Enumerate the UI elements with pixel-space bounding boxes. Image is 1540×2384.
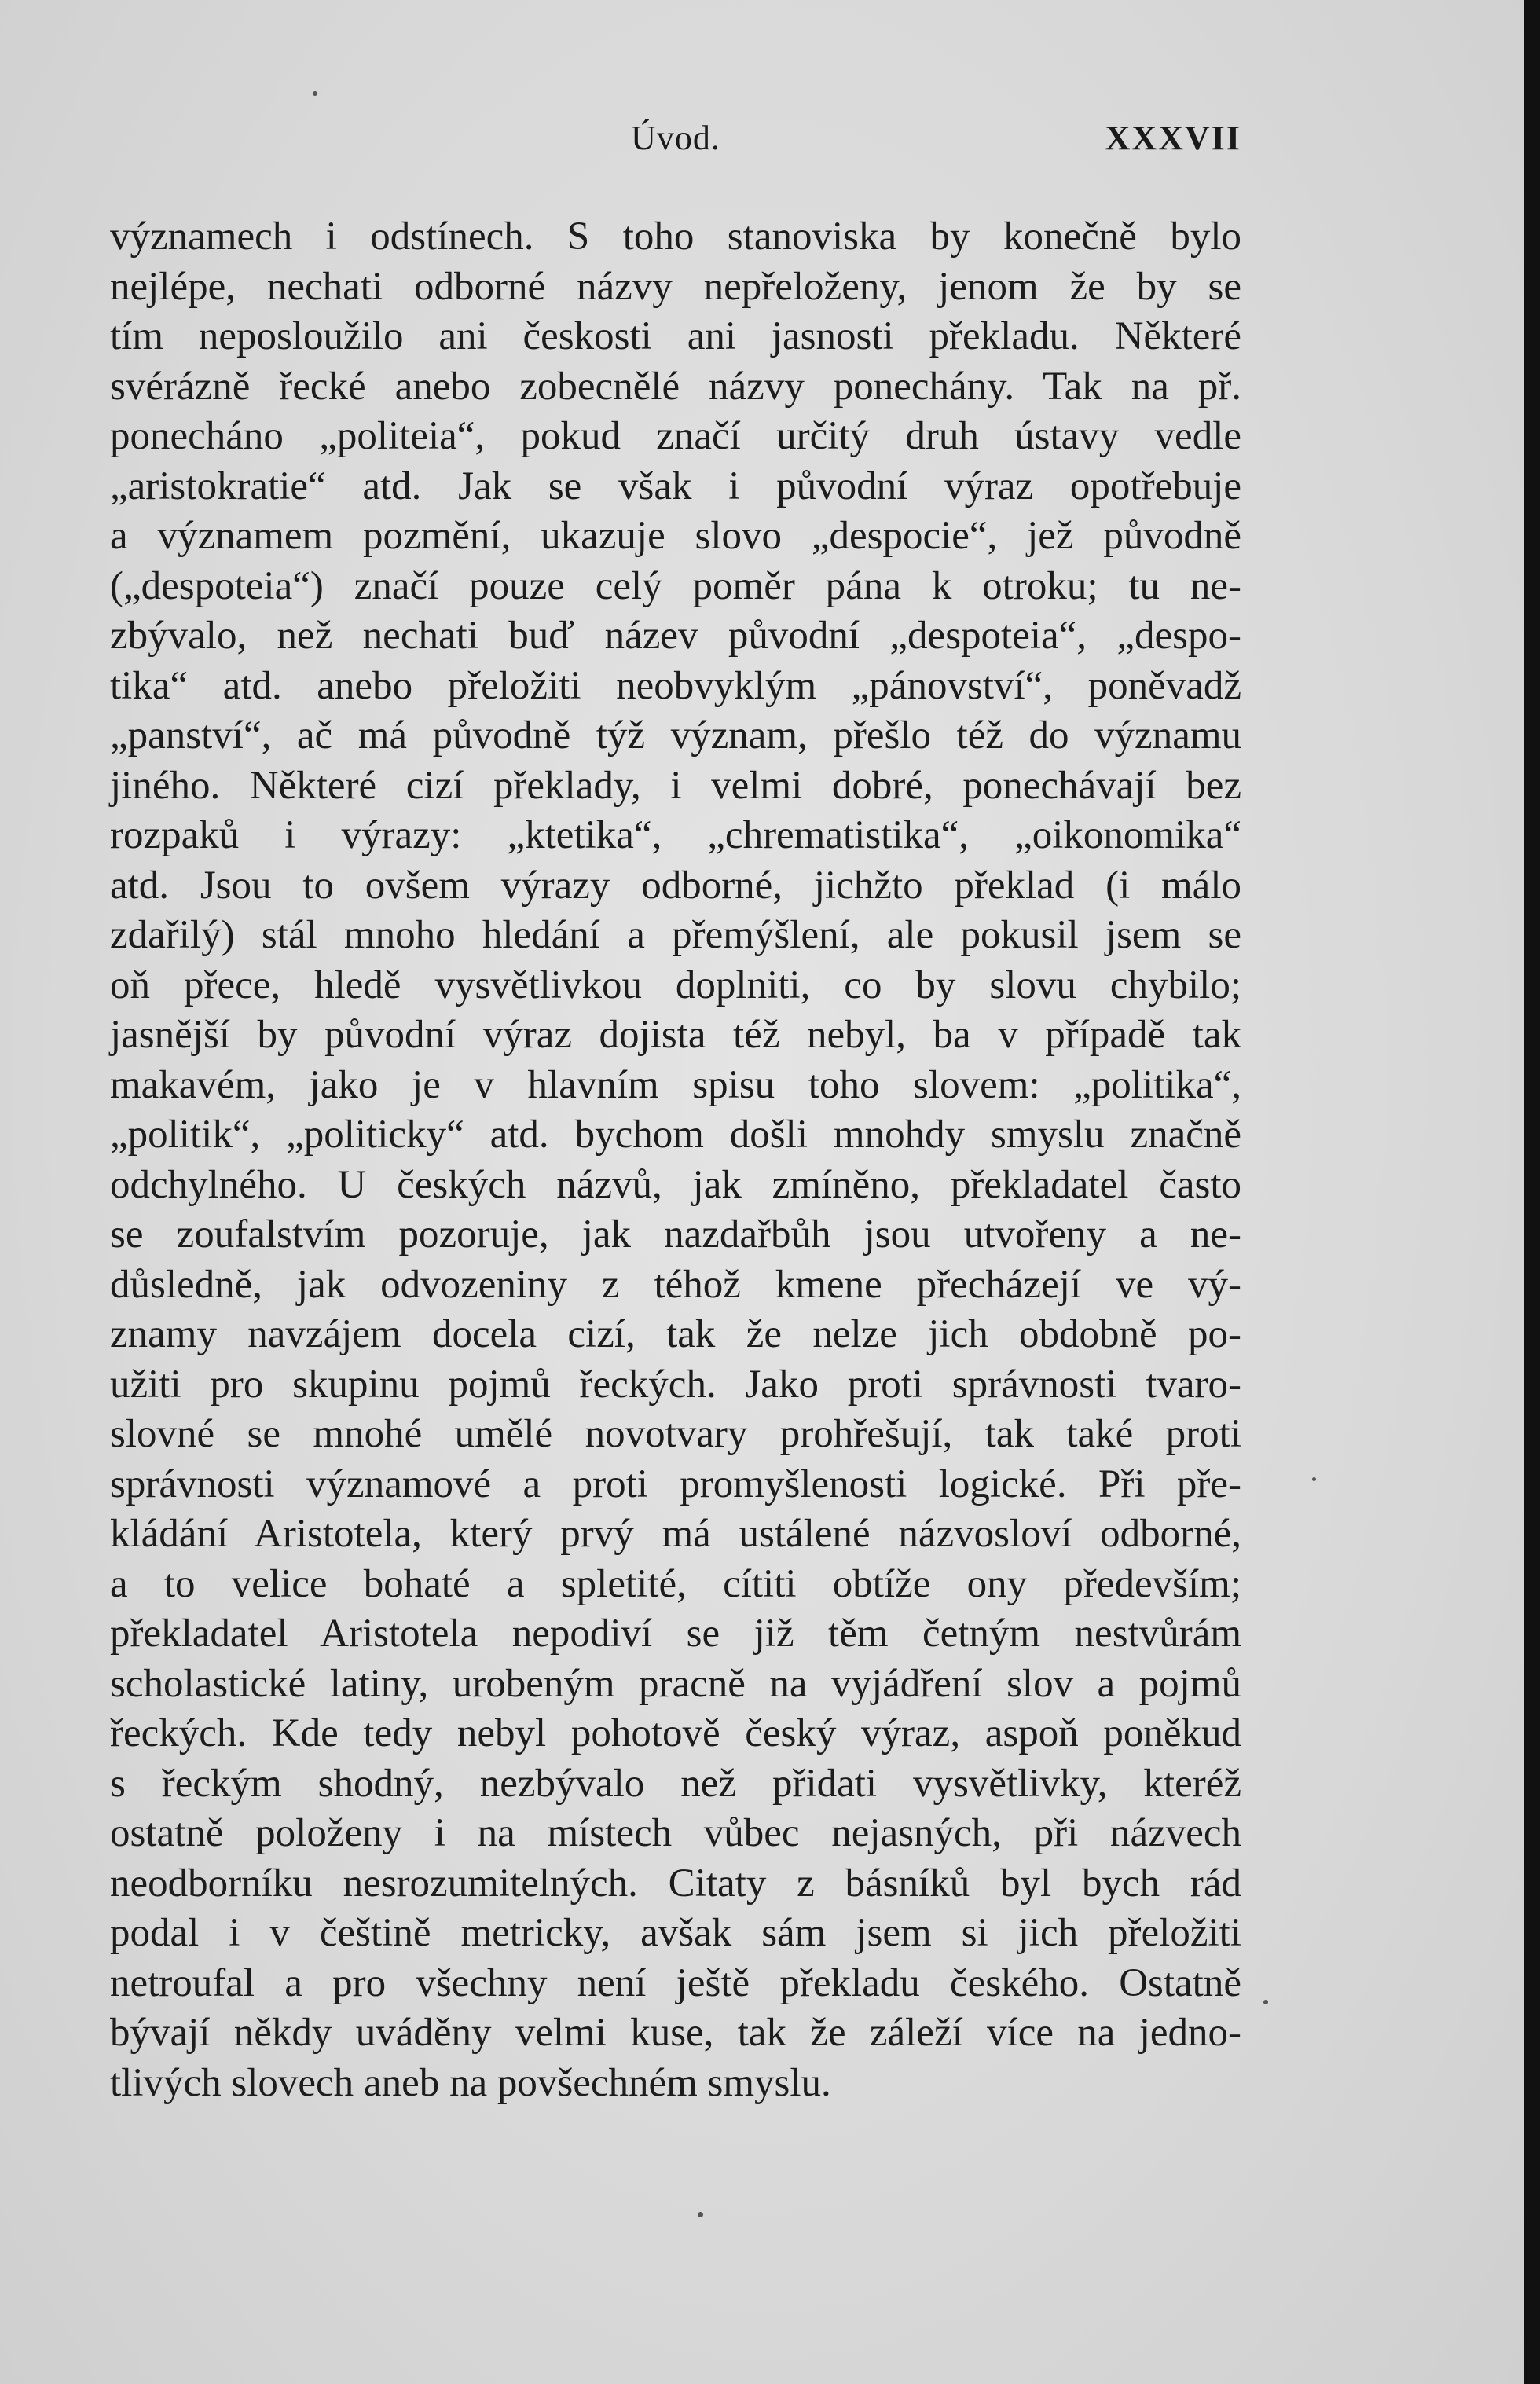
text-line: neodborníku nesrozumitelných. Citaty z básníků byl bych rád — [110, 1861, 1241, 1905]
text-line: „panství“, ač má původně týž význam, přešlo též do významu — [110, 713, 1241, 757]
text-line: podal i v češtině metricky, avšak sám jsem si jich přeložiti — [110, 1911, 1241, 1955]
text-line: významech i odstínech. S toho stanoviska by konečně bylo — [110, 215, 1241, 259]
text-line: jiného. Některé cizí překlady, i velmi dobré, ponechávají bez — [110, 763, 1241, 808]
print-speck — [698, 2212, 703, 2217]
text-line: „politik“, „politicky“ atd. bychom došli mnohdy smyslu značně — [110, 1113, 1241, 1157]
print-speck — [1312, 1477, 1316, 1481]
text-line: zdařilý) stál mnoho hledání a přemýšlení, ale pokusil jsem se — [110, 913, 1241, 957]
text-line: („despoteia“) značí pouze celý poměr pána k otroku; tu ne- — [110, 563, 1241, 608]
text-line: scholastické latiny, urobeným pracně na vyjádření slov a pojmů — [110, 1661, 1241, 1706]
text-line: ponecháno „politeia“, pokud značí určitý druh ústavy vedle — [110, 414, 1241, 458]
text-line: kládání Aristotela, který prvý má ustálené názvosloví odborné, — [110, 1512, 1241, 1556]
text-line: znamy navzájem docela cizí, tak že nelze jich obdobně po- — [110, 1312, 1241, 1356]
scan-edge — [1524, 0, 1540, 2384]
text-line: tika“ atd. anebo přeložiti neobvyklým „pánovství“, poněvadž — [110, 663, 1241, 708]
text-line: atd. Jsou to ovšem výrazy odborné, jichžto překlad (i málo — [110, 863, 1241, 908]
print-speck — [313, 91, 317, 96]
text-line: a významem pozmění, ukazuje slovo „despocie“, jež původně — [110, 514, 1241, 558]
text-line: a to velice bohaté a spletité, cítiti obtíže ony především; — [110, 1561, 1241, 1606]
text-line: odchylného. U českých názvů, jak zmíněno, překladatel často — [110, 1162, 1241, 1207]
text-line: užiti pro skupinu pojmů řeckých. Jako proti správnosti tvaro- — [110, 1362, 1241, 1407]
text-line: zbývalo, než nechati buď název původní „despoteia“, „despo- — [110, 614, 1241, 658]
text-line: překladatel Aristotela nepodiví se již těm četným nestvůrám — [110, 1612, 1241, 1656]
text-line: se zoufalstvím pozoruje, jak nazdařbůh jsou utvořeny a ne- — [110, 1212, 1241, 1256]
running-head — [110, 118, 1241, 165]
text-line: „aristokratie“ atd. Jak se však i původní výraz opotřebuje — [110, 464, 1241, 508]
text-line: bývají někdy uváděny velmi kuse, tak že záleží více na jedno- — [110, 2011, 1241, 2055]
text-line: tím neposloužilo ani českosti ani jasnosti překladu. Některé — [110, 314, 1241, 358]
text-line: tlivých slovech aneb na povšechném smyslu. — [110, 2060, 831, 2105]
text-line: ostatně položeny i na místech vůbec nejasných, při názvech — [110, 1811, 1241, 1855]
text-line: správnosti významové a proti promyšlenosti logické. Při pře- — [110, 1462, 1241, 1506]
text-line: s řeckým shodný, nezbývalo než přidati vysvětlivky, kteréž — [110, 1761, 1241, 1806]
text-line: oň přece, hledě vysvětlivkou doplniti, co by slovu chybilo; — [110, 963, 1241, 1007]
text-line: nejlépe, nechati odborné názvy nepřeloženy, jenom že by se — [110, 264, 1241, 309]
page-number: XXXVII — [1105, 119, 1241, 157]
text-line: rozpaků i výrazy: „ktetika“, „chrematistika“, „oikonomika“ — [110, 813, 1241, 857]
text-line: svérázně řecké anebo zobecnělé názvy ponechány. Tak na př. — [110, 364, 1241, 409]
print-speck — [1263, 2000, 1268, 2004]
text-line: jasnější by původní výraz dojista též nebyl, ba v případě tak — [110, 1013, 1241, 1057]
text-line: řeckých. Kde tedy nebyl pohotově český výraz, aspoň poněkud — [110, 1711, 1241, 1755]
text-line: slovné se mnohé umělé novotvary prohřešují, tak také proti — [110, 1412, 1241, 1456]
text-line: důsledně, jak odvozeniny z téhož kmene přecházejí ve vý- — [110, 1262, 1241, 1307]
body-text — [110, 212, 1241, 2108]
text-line: makavém, jako je v hlavním spisu toho slovem: „politika“, — [110, 1062, 1241, 1107]
text-line: netroufal a pro všechny není ještě překladu českého. Ostatně — [110, 1960, 1241, 2005]
chapter-title: Úvod. — [631, 119, 720, 157]
